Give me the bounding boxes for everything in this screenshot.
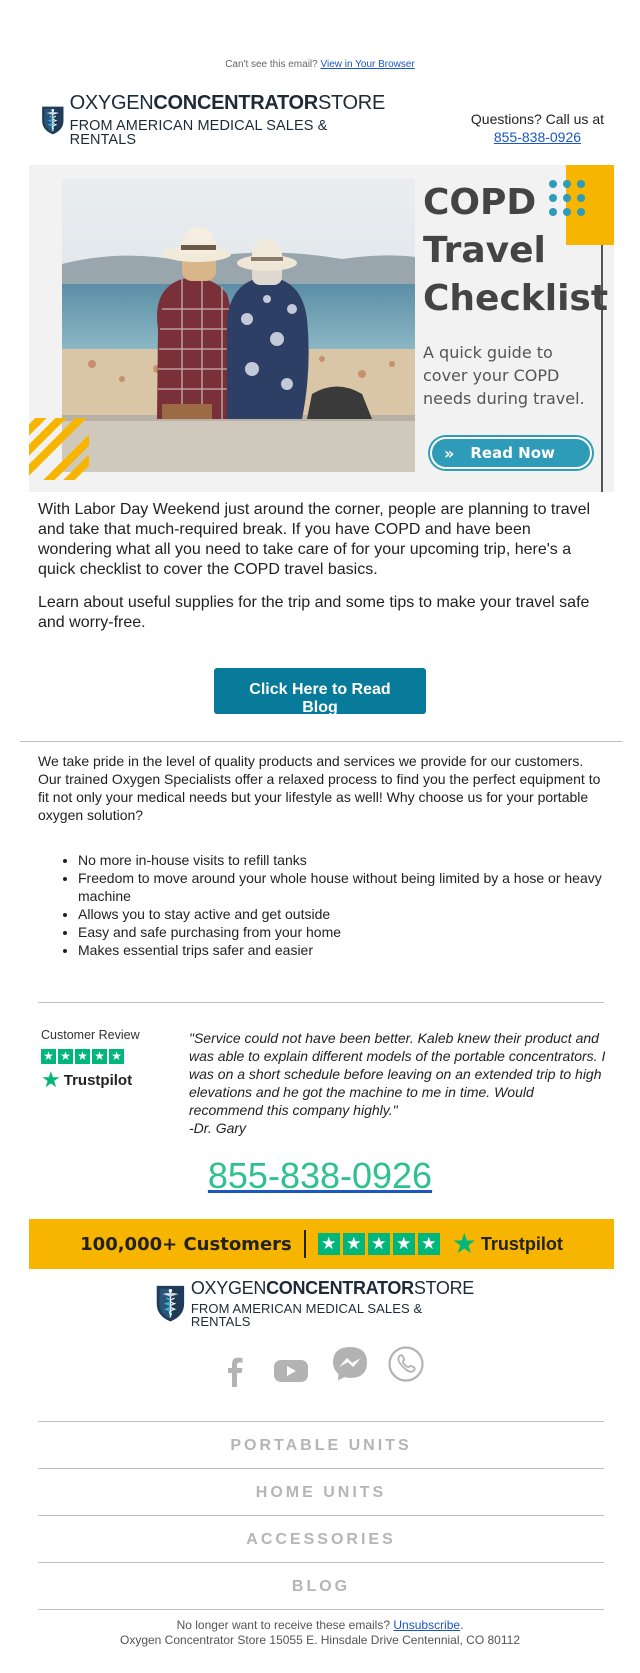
view-in-browser-link[interactable]: View in Your Browser [320, 59, 415, 70]
section-divider [38, 1002, 604, 1003]
footer-brand-logo[interactable] [154, 1275, 474, 1331]
logo-wordmark: OXYGENCONCENTRATORSTORE [69, 91, 385, 114]
trustpilot-review-badge [41, 1028, 151, 1090]
footer-nav [38, 1421, 604, 1610]
nav-blog[interactable]: BLOG [38, 1562, 604, 1609]
intro-paragraph-2: Learn about useful supplies for the trip and some tips to make your travel safe and worry-free. [38, 594, 590, 631]
unsubscribe-link[interactable]: Unsubscribe [393, 1618, 461, 1632]
caduceus-shield-icon [154, 1276, 187, 1330]
star-icon: ★ [418, 1233, 440, 1255]
couple-beach-photo [62, 179, 415, 472]
unsubscribe-text: No longer want to receive these emails? [176, 1618, 391, 1632]
cta-wrap [0, 668, 640, 717]
trustpilot-star-icon: ★ [451, 1228, 477, 1259]
banner-separator [304, 1230, 306, 1258]
testimonial-quote [189, 1029, 607, 1137]
nav-portable-units[interactable]: PORTABLE UNITS [38, 1421, 604, 1468]
read-now-label: Read Now [470, 444, 555, 462]
big-phone-link[interactable]: 855-838-0926 [207, 1155, 433, 1196]
intro-paragraph-1: With Labor Day Weekend just around the corner, people are planning to travel and take that much-required break. If you have COPD and have been wondering what all you need to take care of for your upcoming trip, here's a quick checklist to cover the COPD travel basics. [38, 501, 591, 578]
hero-banner[interactable] [29, 165, 614, 492]
star-icon: ★ [318, 1233, 340, 1255]
nav-accessories[interactable]: ACCESSORIES [38, 1515, 604, 1562]
logo-tagline: FROM AMERICAN MEDICAL SALES & RENTALS [190, 1300, 423, 1329]
logo-tagline: FROM AMERICAN MEDICAL SALES & RENTALS [69, 117, 328, 148]
questions-label: Questions? Call us at [470, 111, 604, 127]
header-phone-link[interactable]: 855-838-0926 [493, 129, 582, 145]
hero-subtitle: A quick guide to cover your COPD needs during travel. [423, 343, 585, 408]
intro-copy [38, 500, 602, 646]
list-item: • Makes essential trips safer and easier [78, 941, 618, 959]
star-icon: ★ [368, 1233, 390, 1255]
list-item: • No more in-house visits to refill tanks [78, 851, 618, 869]
list-item: • Easy and safe purchasing from your home [78, 923, 618, 941]
preheader-text: Can't see this email? [225, 59, 318, 70]
quote-text: "Service could not have been better. Kaleb knew their product and was able to explain different models of the portable concentrators. I was on a short schedule before leaving on an extended trip to high elevations and he got the machine to me in time. Would recommend this company highly." [189, 1030, 606, 1118]
unsubscribe-line: No longer want to receive these emails? Unsubscribe. [176, 1618, 464, 1632]
youtube-icon[interactable] [273, 1357, 309, 1385]
messenger-icon[interactable] [331, 1345, 369, 1383]
section-divider [20, 741, 622, 742]
email-footer [0, 1618, 640, 1648]
caduceus-shield-icon [40, 91, 66, 149]
facebook-icon[interactable] [217, 1353, 253, 1389]
brand-logo[interactable] [40, 90, 385, 150]
star-icon: ★ [393, 1233, 415, 1255]
contact-block [471, 110, 604, 146]
read-blog-button[interactable]: Click Here to Read Blog [214, 668, 426, 714]
list-item: • Allows you to stay active and get outside [78, 905, 618, 923]
five-star-rating [41, 1049, 151, 1064]
star-icon: ★ [75, 1049, 90, 1064]
star-icon: ★ [41, 1049, 56, 1064]
list-item: • Freedom to move around your whole house without being limited by a hose or heavy machine [78, 869, 618, 905]
pride-paragraph: We take pride in the level of quality products and services we provide for our customers. Our trained Oxygen Specialists offer a relaxed process to find you the perfect equipment to fit not only your medical needs but your lifestyle as well! Why choose us for your portable oxygen solution? [38, 753, 601, 823]
social-icons [217, 1345, 437, 1389]
trustpilot-logo: ★ Trustpilot [41, 1067, 133, 1092]
nav-home-units[interactable]: HOME UNITS [38, 1468, 604, 1515]
star-icon: ★ [343, 1233, 365, 1255]
customer-review-label: Customer Review [41, 1028, 140, 1042]
customers-banner [29, 1219, 614, 1269]
customer-count: 100,000+ Customers [80, 1233, 292, 1255]
read-now-button[interactable] [430, 437, 592, 469]
quote-author: -Dr. Gary [189, 1120, 247, 1136]
company-address: Oxygen Concentrator Store 15055 E. Hinsdale Drive Centennial, CO 80112 [119, 1633, 520, 1647]
logo-wordmark: OXYGENCONCENTRATORSTORE [190, 1277, 474, 1298]
star-icon: ★ [58, 1049, 73, 1064]
double-chevron-icon: » [444, 443, 455, 463]
banner-star-rating [318, 1233, 440, 1255]
preheader [0, 59, 640, 70]
header [40, 90, 620, 150]
benefits-list [78, 851, 618, 959]
big-phone-number [0, 1155, 640, 1197]
banner-trustpilot-logo: ★ Trustpilot [451, 1228, 563, 1259]
star-icon: ★ [109, 1049, 124, 1064]
star-icon: ★ [92, 1049, 107, 1064]
phone-icon[interactable] [387, 1345, 425, 1383]
hazard-stripes-decoration [29, 418, 89, 480]
trustpilot-star-icon: ★ [41, 1067, 61, 1092]
hero-title: COPD Travel Checklist [423, 182, 609, 319]
